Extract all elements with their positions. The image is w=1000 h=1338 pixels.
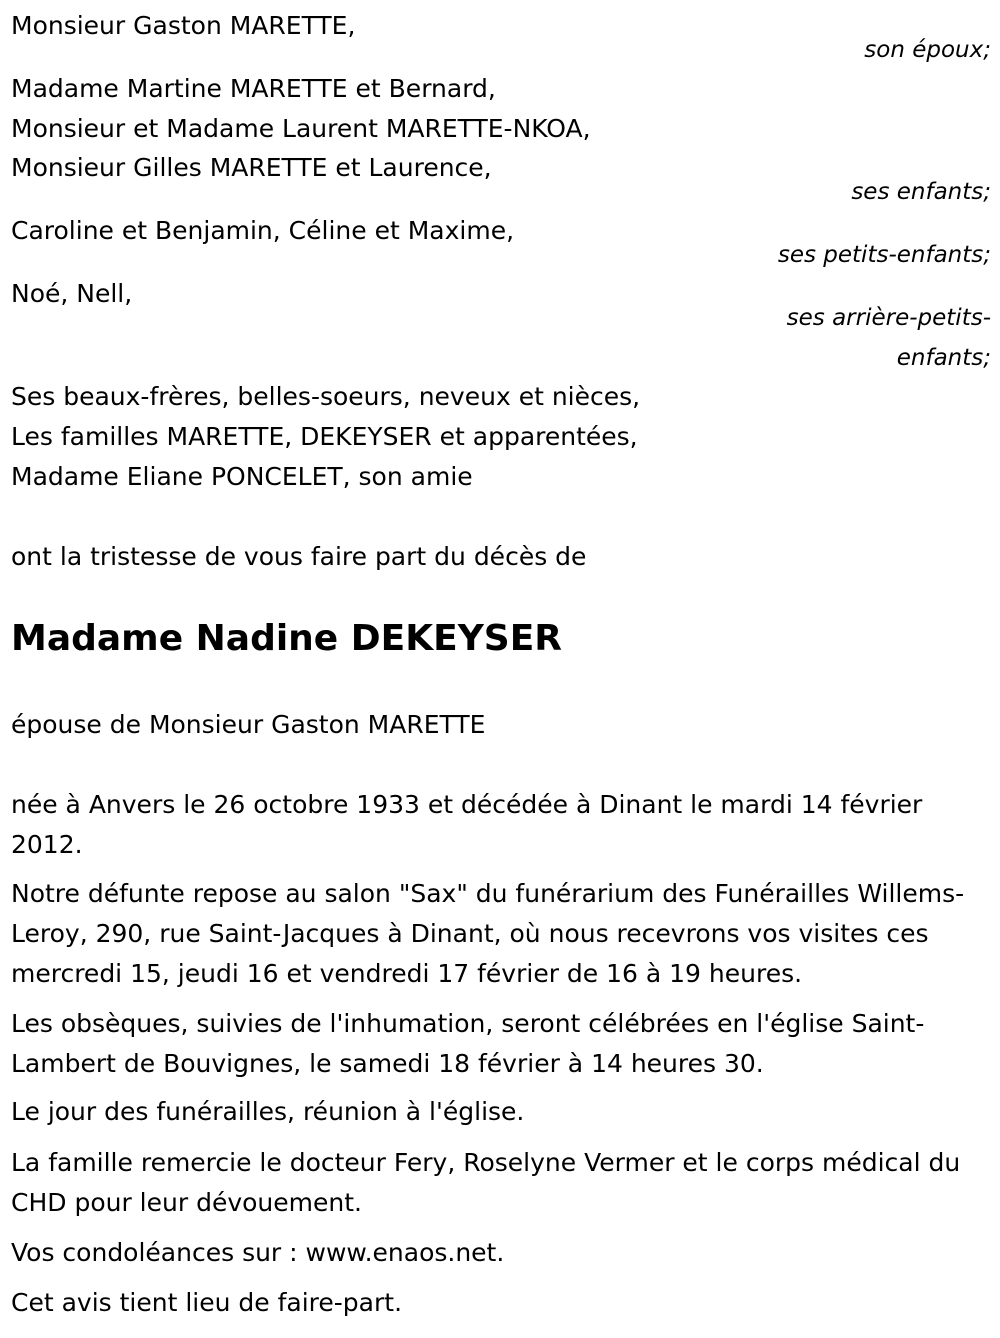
children-role: ses enfants; [851, 179, 991, 205]
gathering-paragraph: Le jour des funérailles, réunion à l'église. [11, 1097, 525, 1126]
notice-paragraph: Cet avis tient lieu de faire-part. [11, 1288, 403, 1317]
birth-death-paragraph: née à Anvers le 26 octobre 1933 et décédée à Dinant le mardi 14 février 2012. [11, 790, 923, 859]
grandchildren-line: Caroline et Benjamin, Céline et Maxime, [11, 216, 515, 245]
deceased-name: Madame Nadine DEKEYSER [11, 618, 563, 659]
child-line-3: Monsieur Gilles MARETTE et Laurence, [11, 153, 492, 182]
child-line-1: Madame Martine MARETTE et Bernard, [11, 74, 496, 103]
great-grandchildren-line: Noé, Nell, [11, 279, 133, 308]
great-grandchildren-role-2: enfants; [896, 345, 991, 371]
spouse-of: épouse de Monsieur Gaston MARETTE [11, 710, 486, 739]
announcement: ont la tristesse de vous faire part du décès de [11, 542, 587, 571]
spouse-line: Monsieur Gaston MARETTE, [11, 11, 356, 40]
great-grandchildren-role-1: ses arrière-petits- [786, 305, 991, 331]
grandchildren-role: ses petits-enfants; [777, 242, 991, 268]
funeral-paragraph: Les obsèques, suivies de l'inhumation, seront célébrées en l'église Saint-Lambert de Bouvignes, le samedi 18 février à 14 heures 30. [11, 1009, 925, 1078]
viewing-paragraph: Notre défunte repose au salon "Sax" du funérarium des Funérailles Willems-Leroy, 290, rue Saint-Jacques à Dinant, où nous recevrons vos visites ces mercredi 15, jeudi 16 et vendredi 17 février de 16 à 19 heures. [11, 879, 965, 988]
extended-family-line-2: Les familles MARETTE, DEKEYSER et apparentées, [11, 422, 638, 451]
extended-family-line-1: Ses beaux-frères, belles-soeurs, neveux et nièces, [11, 382, 641, 411]
spouse-role: son époux; [864, 37, 991, 63]
thanks-paragraph: La famille remercie le docteur Fery, Roselyne Vermer et le corps médical du CHD pour leur dévouement. [11, 1148, 961, 1217]
extended-family-line-3: Madame Eliane PONCELET, son amie [11, 462, 473, 491]
child-line-2: Monsieur et Madame Laurent MARETTE-NKOA, [11, 114, 591, 143]
condolences-paragraph: Vos condoléances sur : www.enaos.net. [11, 1238, 505, 1267]
